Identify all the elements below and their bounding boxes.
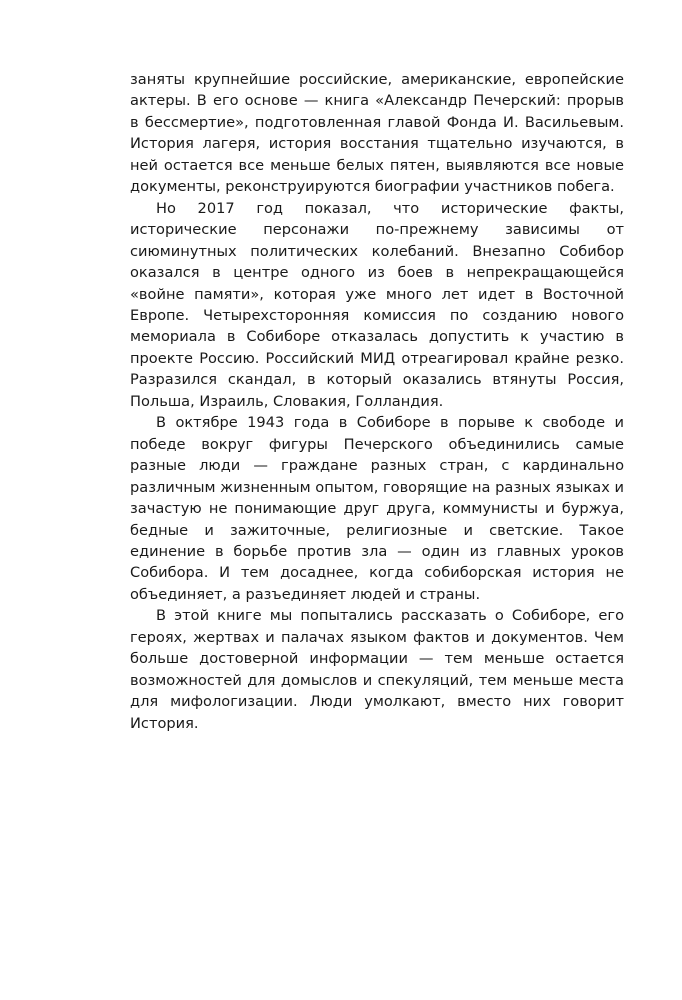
paragraph-this-book: В этой книге мы попытались рассказать о Собиборе, его героях, жертвах и палачах языком фактов и документов. Чем больше достоверной информации — тем меньше остается возможностей для домыслов и спекуляций, тем меньше места для мифологизации. Люди умолкают, вместо них говорит История. [130,607,624,732]
paragraph-continuation: заняты крупнейшие российские, американские, европейские актеры. В его основе — книга «Александр Печерский: прорыв в бессмертие», подготовленная главой Фонда И. Васильевым. История лагеря, история восстания тщательно изучаются, в ней остается все меньше белых пятен, выявляются все новые документы, реконструируются биографии участников побега. [130,71,624,196]
paragraph-2017: Но 2017 год показал, что исторические факты, исторические персонажи по-прежнему зависимы от сиюминутных политических колебаний. Внезапно Собибор оказался в центре одного из боев в непрекращающейся «войне памяти», которая уже много лет идет в Восточной Европе. Четырехсторонняя комиссия по созданию нового мемориала в Собиборе отказалась допустить к участию в проекте Россию. Российский МИД отреагировал крайне резко. Разразился скандал, в который оказались втянуты Россия, Польша, Израиль, Словакия, Голландия. [130,199,624,410]
paragraph-october-1943: В октябре 1943 года в Собиборе в порыве к свободе и победе вокруг фигуры Печерского объединились самые разные люди — граждане разных стран, с кардинально различным жизненным опытом, говорящие на разных языках и зачастую не понимающие друг друга, коммунисты и буржуа, бедные и зажиточные, религиозные и светские. Такое единение в борьбе против зла — один из главных уроков Собибора. И тем досаднее, когда собиборская история не объединяет, а разъединяет людей и страны. [130,414,625,603]
body-text [130,69,624,734]
